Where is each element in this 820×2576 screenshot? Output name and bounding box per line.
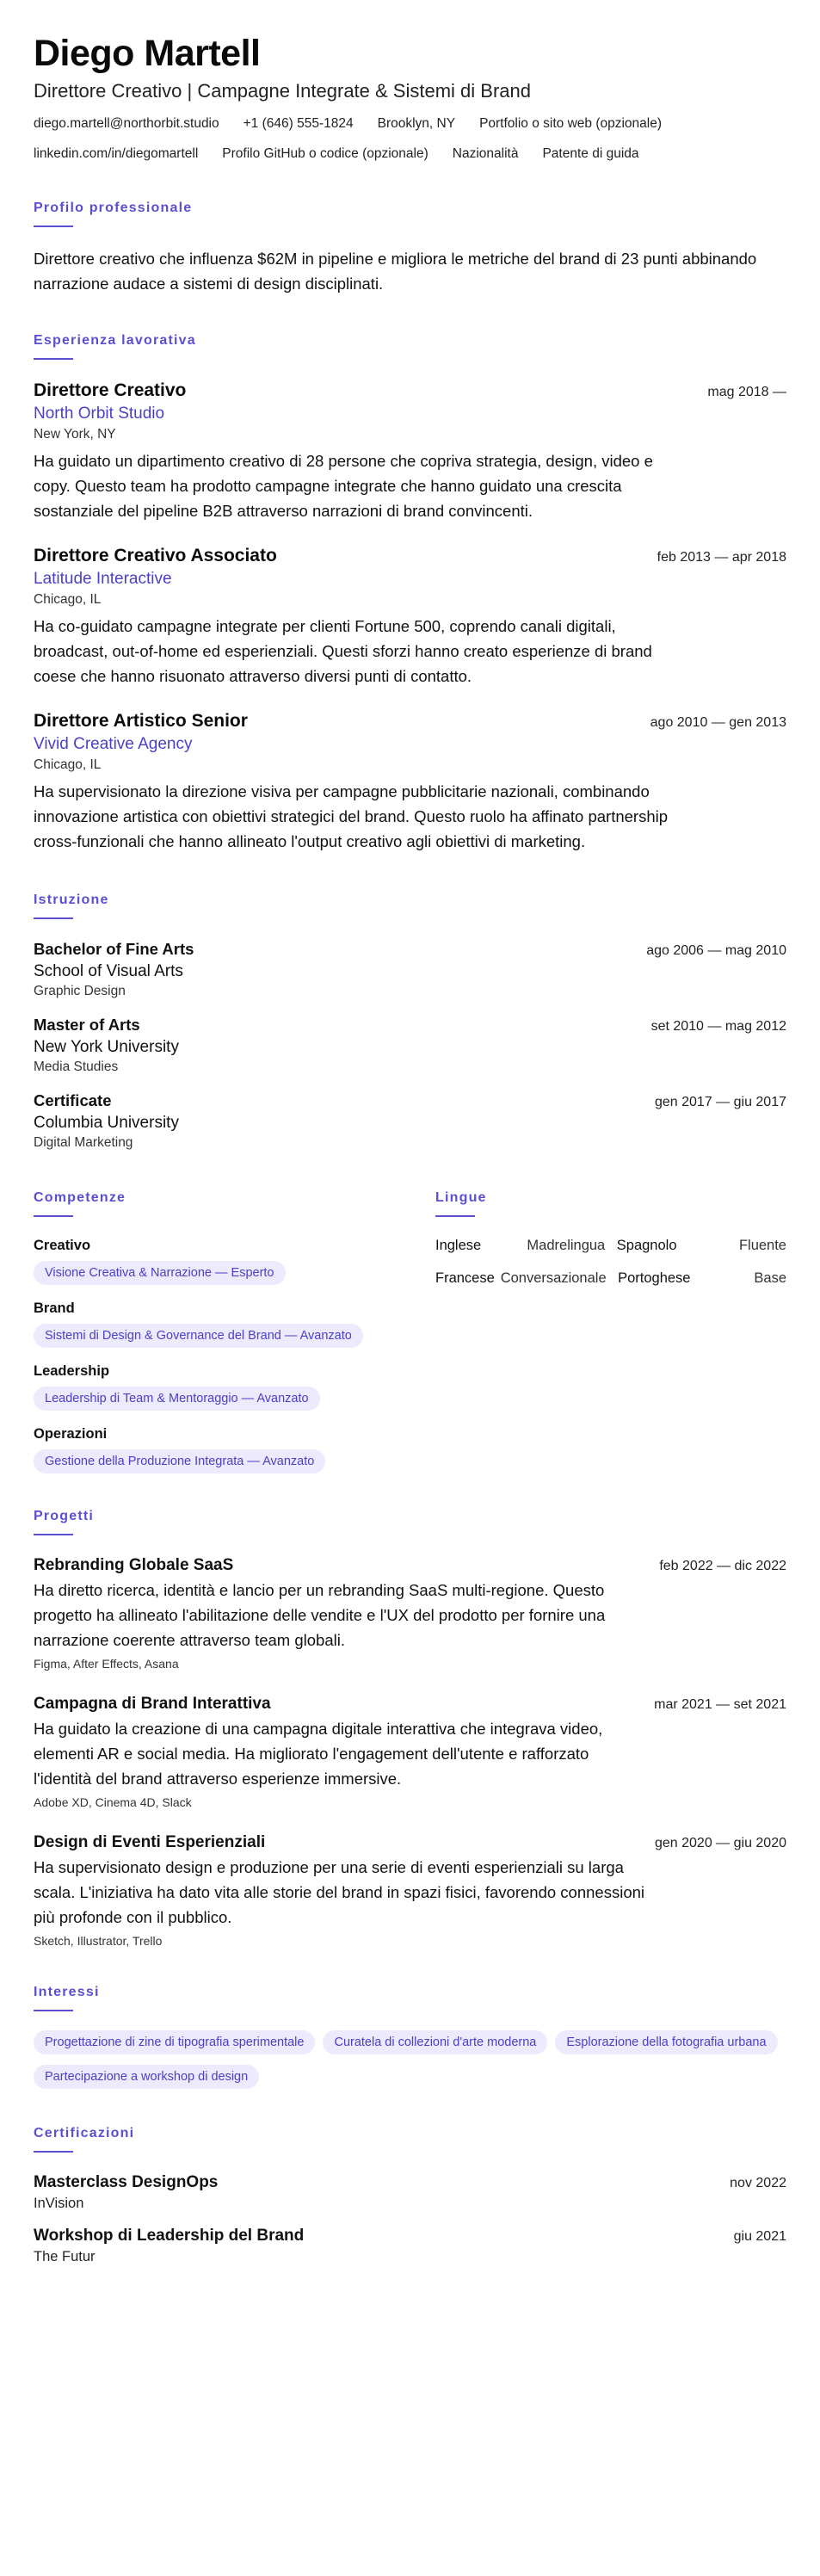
certifications-section xyxy=(34,2125,786,2266)
section-divider xyxy=(34,917,73,919)
education-dates: gen 2017 — giu 2017 xyxy=(654,1095,786,1109)
experience-description: Ha guidato un dipartimento creativo di 28 persone che copriva strategia, design, video e copy. Questo team ha prodotto campagne integrate che hanno guidato una crescita sostanziale del pipeline B2B attraverso narrazioni di brand convincenti. xyxy=(34,452,653,520)
language-level: Madrelingua xyxy=(527,1238,606,1253)
project-dates: gen 2020 — giu 2020 xyxy=(654,1836,786,1850)
experience-role: Direttore Creativo xyxy=(34,380,187,400)
certification-name: Workshop di Leadership del Brand xyxy=(34,2227,305,2245)
skill-category: Operazioni xyxy=(34,1426,108,1442)
education-dates: ago 2006 — mag 2010 xyxy=(646,943,786,958)
skill-chip: Sistemi di Design & Governance del Brand — Avanzato xyxy=(34,1324,363,1348)
skill-group xyxy=(34,1299,435,1348)
skill-category: Creativo xyxy=(34,1238,91,1253)
section-title-projects: Progetti xyxy=(34,1509,95,1523)
contact-list xyxy=(34,115,786,176)
project-name: Campagna di Brand Interattiva xyxy=(34,1695,271,1713)
section-title-certifications: Certificazioni xyxy=(34,2126,135,2140)
section-divider xyxy=(34,2010,73,2011)
section-divider xyxy=(34,1215,73,1217)
profile-section xyxy=(34,200,786,296)
experience-location: Chicago, IL xyxy=(34,592,102,607)
project-name: Design di Eventi Esperienziali xyxy=(34,1833,266,1851)
certification-issuer: The Futur xyxy=(34,2249,96,2264)
language-name: Portoghese xyxy=(618,1270,691,1286)
education-degree: Bachelor of Fine Arts xyxy=(34,940,194,958)
skill-group xyxy=(34,1362,435,1411)
project-dates: feb 2022 — dic 2022 xyxy=(659,1559,786,1573)
contact-linkedin[interactable]: linkedin.com/in/diegomartell xyxy=(34,146,199,161)
interest-chip: Progettazione di zine di tipografia sperimentale xyxy=(34,2030,315,2054)
education-degree: Master of Arts xyxy=(34,1016,140,1034)
section-title-languages: Lingue xyxy=(435,1190,487,1205)
contact-phone[interactable]: +1 (646) 555-1824 xyxy=(243,116,354,131)
languages-section xyxy=(435,1189,786,1473)
language-level: Base xyxy=(754,1270,787,1286)
contact-email[interactable]: diego.martell@northorbit.studio xyxy=(34,116,219,131)
education-field: Media Studies xyxy=(34,1059,119,1074)
project-tools: Adobe XD, Cinema 4D, Slack xyxy=(34,1795,192,1809)
project-description: Ha guidato la creazione di una campagna digitale interattiva che integrava video, elementi AR e social media. Ha migliorato l'engagement dell'utente e rafforzato l'identità del brand attraverso esperienze immersive. xyxy=(34,1720,603,1788)
contact-location: Brooklyn, NY xyxy=(377,116,456,131)
certification-name: Masterclass DesignOps xyxy=(34,2173,219,2191)
section-title-experience: Esperienza lavorativa xyxy=(34,333,196,348)
experience-item xyxy=(34,544,786,689)
profile-summary: Direttore creativo che influenza $62M in pipeline e migliora le metriche del brand di 23 punti abbinando narrazione audace a sistemi di design disciplinati. xyxy=(34,250,757,293)
interest-chip: Esplorazione della fotografia urbana xyxy=(555,2030,777,2054)
language-level: Conversazionale xyxy=(500,1270,607,1286)
contact-github[interactable]: Profilo GitHub o codice (opzionale) xyxy=(222,146,428,161)
contact-portfolio[interactable]: Portfolio o sito web (opzionale) xyxy=(479,116,663,131)
experience-company: Vivid Creative Agency xyxy=(34,735,193,753)
candidate-headline: Direttore Creativo | Campagne Integrate & Sistemi di Brand xyxy=(34,80,531,102)
skill-chip: Gestione della Produzione Integrata — Avanzato xyxy=(34,1449,325,1473)
education-field: Graphic Design xyxy=(34,984,126,998)
certification-item xyxy=(34,2225,786,2266)
language-name: Inglese xyxy=(435,1238,482,1253)
section-divider xyxy=(34,358,73,360)
experience-role: Direttore Creativo Associato xyxy=(34,546,277,565)
skill-chip: Leadership di Team & Mentoraggio — Avanzato xyxy=(34,1387,320,1411)
language-row xyxy=(435,1236,786,1255)
certification-item xyxy=(34,2171,786,2213)
interests-section xyxy=(34,1984,786,2099)
section-divider xyxy=(435,1215,475,1217)
experience-location: New York, NY xyxy=(34,427,116,442)
experience-item xyxy=(34,709,786,854)
candidate-name: Diego Martell xyxy=(34,33,261,74)
experience-dates: mag 2018 — xyxy=(707,385,786,399)
skill-group xyxy=(34,1236,435,1285)
experience-item xyxy=(34,379,786,523)
education-dates: set 2010 — mag 2012 xyxy=(650,1019,786,1034)
experience-description: Ha supervisionato la direzione visiva per campagne pubblicitarie nazionali, combinando innovazione artistica con obiettivi strategici del brand. Questo ruolo ha affinato partnership cross-funzionali che hanno allineato l'output creativo agli obiettivi di marketing. xyxy=(34,782,669,850)
project-description: Ha supervisionato design e produzione per una serie di eventi esperienziali su larga scala. L'iniziativa ha dato vita alle storie del brand in spazi fisici, favorendo connessioni più profonde con il pubblico. xyxy=(34,1858,645,1926)
resume-header xyxy=(34,31,786,176)
section-title-profile: Profilo professionale xyxy=(34,201,193,215)
education-section xyxy=(34,892,786,1152)
experience-dates: ago 2010 — gen 2013 xyxy=(650,715,786,730)
interest-chip-list xyxy=(34,2030,786,2099)
contact-driving-license: Patente di guida xyxy=(542,146,639,161)
experience-dates: feb 2013 — apr 2018 xyxy=(657,550,786,565)
interest-chip: Partecipazione a workshop di design xyxy=(34,2065,259,2089)
experience-description: Ha co-guidato campagne integrate per clienti Fortune 500, coprendo canali digitali, broadcast, out-of-home ed esperienziali. Questi sforzi hanno creato esperienze di brand coese che hanno risuonato attraverso diversi punti di contatto. xyxy=(34,617,652,685)
contact-nationality: Nazionalità xyxy=(452,146,519,161)
section-divider xyxy=(34,225,73,227)
project-tools: Sketch, Illustrator, Trello xyxy=(34,1934,163,1948)
education-item xyxy=(34,938,786,1000)
education-institution: New York University xyxy=(34,1038,179,1056)
education-item xyxy=(34,1014,786,1076)
certification-date: giu 2021 xyxy=(733,2229,786,2244)
language-name: Spagnolo xyxy=(616,1238,677,1253)
section-title-interests: Interessi xyxy=(34,1985,100,1999)
certification-date: nov 2022 xyxy=(730,2176,786,2190)
project-description: Ha diretto ricerca, identità e lancio per un rebranding SaaS multi-regione. Questo progetto ha allineato l'abilitazione delle vendite e l'UX del prodotto per fornire una narrazione coerente attraverso team globali. xyxy=(34,1581,606,1649)
skills-section xyxy=(34,1189,435,1473)
education-institution: Columbia University xyxy=(34,1114,179,1132)
section-divider xyxy=(34,2151,73,2153)
experience-section xyxy=(34,332,786,854)
project-name: Rebranding Globale SaaS xyxy=(34,1556,234,1574)
project-item xyxy=(34,1693,786,1811)
projects-section xyxy=(34,1508,786,1949)
skill-category: Brand xyxy=(34,1300,75,1316)
education-institution: School of Visual Arts xyxy=(34,962,183,980)
section-divider xyxy=(34,1534,73,1535)
skills-languages-row xyxy=(34,1189,786,1473)
project-item xyxy=(34,1554,786,1672)
skill-group xyxy=(34,1424,435,1473)
skill-chip: Visione Creativa & Narrazione — Esperto xyxy=(34,1261,286,1285)
section-title-education: Istruzione xyxy=(34,893,109,907)
experience-location: Chicago, IL xyxy=(34,757,102,772)
project-tools: Figma, After Effects, Asana xyxy=(34,1657,179,1671)
language-row xyxy=(435,1269,786,1288)
skill-category: Leadership xyxy=(34,1363,110,1379)
experience-role: Direttore Artistico Senior xyxy=(34,711,248,731)
education-field: Digital Marketing xyxy=(34,1135,133,1150)
interest-chip: Curatela di collezioni d'arte moderna xyxy=(323,2030,547,2054)
section-title-skills: Competenze xyxy=(34,1190,126,1205)
project-dates: mar 2021 — set 2021 xyxy=(654,1697,786,1712)
certification-issuer: InVision xyxy=(34,2196,84,2211)
education-item xyxy=(34,1090,786,1152)
language-level: Fluente xyxy=(738,1238,786,1253)
experience-company: Latitude Interactive xyxy=(34,570,172,588)
project-item xyxy=(34,1832,786,1949)
language-name: Francese xyxy=(435,1270,495,1286)
education-degree: Certificate xyxy=(34,1091,112,1109)
experience-company: North Orbit Studio xyxy=(34,405,165,423)
